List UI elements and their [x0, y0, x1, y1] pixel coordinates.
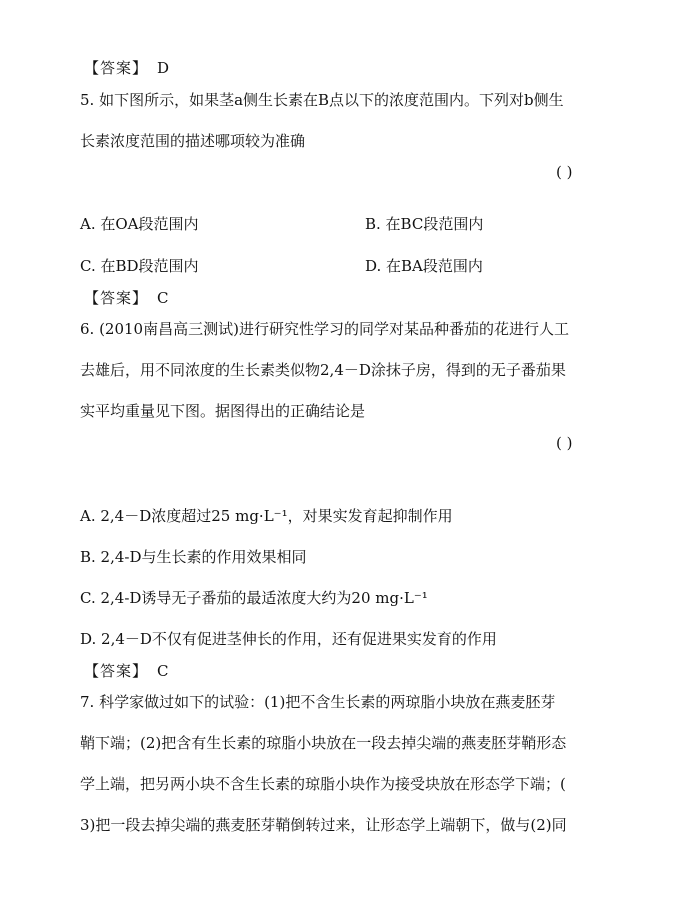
answer-label: 【答案】: [84, 662, 149, 680]
answer-value: C: [157, 662, 169, 680]
q4-answer: [84, 58, 170, 78]
q7-stem-line2: 鞘下端；(2)把含有生长素的琼脂小块放在一段去掉尖端的燕麦胚芽鞘形态: [80, 734, 567, 752]
answer-value: D: [157, 59, 170, 77]
q7-stem-line1: 7. 科学家做过如下的试验：(1)把不含生长素的两琼脂小块放在燕麦胚芽: [80, 693, 556, 711]
q6-option-c: C. 2,4-D诱导无子番茄的最适浓度大约为20 mg·L⁻¹: [80, 589, 428, 607]
q6-answer: [84, 661, 169, 681]
q6-option-b: B. 2,4-D与生长素的作用效果相同: [80, 548, 307, 566]
q5-answer-paren: ( ): [556, 163, 573, 181]
q5-option-d: D. 在BA段范围内: [365, 257, 483, 275]
q5-option-c: C. 在BD段范围内: [80, 257, 199, 275]
q7-stem-line3: 学上端，把另两小块不含生长素的琼脂小块作为接受块放在形态学下端；(: [80, 775, 566, 793]
q5-option-b: B. 在BC段范围内: [365, 215, 484, 233]
q6-option-d: D. 2,4－D不仅有促进茎伸长的作用，还有促进果实发育的作用: [80, 630, 497, 648]
q7-stem-line4: 3)把一段去掉尖端的燕麦胚芽鞘倒转过来，让形态学上端朝下，做与(2)同: [80, 816, 567, 834]
q6-answer-paren: ( ): [556, 434, 573, 452]
q6-option-a: A. 2,4－D浓度超过25 mg·L⁻¹，对果实发育起抑制作用: [80, 507, 453, 525]
q5-answer: [84, 288, 169, 308]
answer-label: 【答案】: [84, 59, 149, 77]
q6-stem-line1: 6. (2010南昌高三测试)进行研究性学习的同学对某品种番茄的花进行人工: [80, 320, 569, 338]
answer-value: C: [157, 289, 169, 307]
q6-stem-line2: 去雄后，用不同浓度的生长素类似物2,4－D涂抹子房，得到的无子番茄果: [80, 361, 566, 379]
q6-stem-line3: 实平均重量见下图。据图得出的正确结论是: [80, 402, 366, 420]
q5-option-a: A. 在OA段范围内: [80, 215, 199, 233]
q5-stem-line2: 长素浓度范围的描述哪项较为准确: [80, 132, 306, 150]
q5-stem-line1: 5. 如下图所示，如果茎a侧生长素在B点以下的浓度范围内。下列对b侧生: [80, 91, 564, 109]
answer-label: 【答案】: [84, 289, 149, 307]
